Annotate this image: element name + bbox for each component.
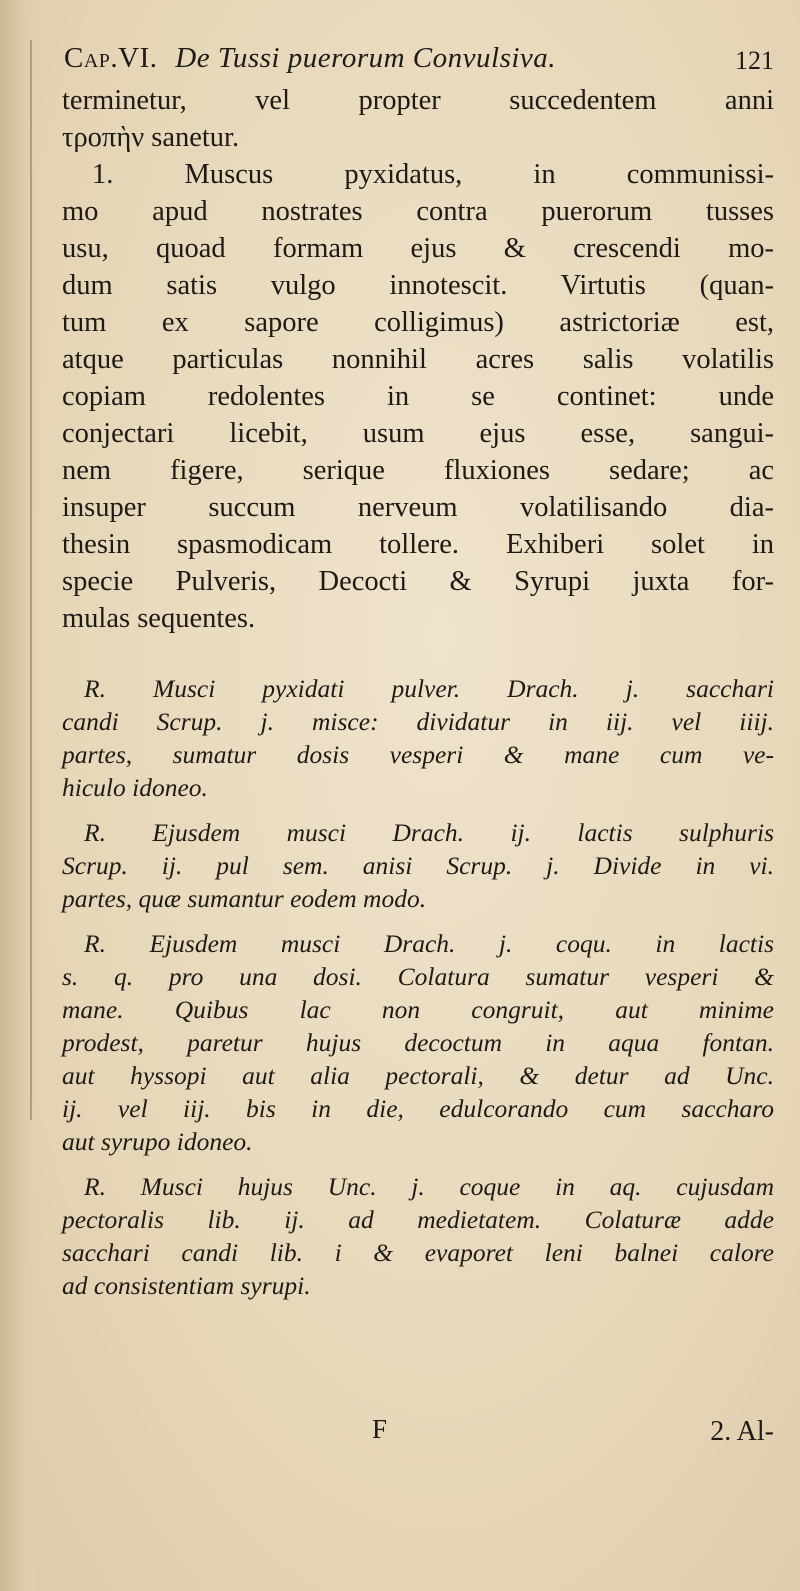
text-line: 1. Muscus pyxidatus, in communissi- <box>92 159 774 190</box>
gutter-edge <box>30 40 32 1120</box>
running-head-chapter: Cap.VI. <box>64 42 158 74</box>
text-line: atque particulas nonnihil acres salis volatilis <box>62 344 774 375</box>
recipe-line: sacchari candi lib. i & evaporet leni balnei calore <box>62 1238 774 1267</box>
recipe-line: aut hyssopi aut alia pectorali, & detur ad Unc. <box>62 1061 774 1090</box>
page-footer <box>62 1414 774 1454</box>
text-line: conjectari licebit, usum ejus esse, sangui- <box>62 418 774 449</box>
recipe-line: mane. Quibus lac non congruit, aut minime <box>62 995 774 1024</box>
recipe-line: hiculo idoneo. <box>62 773 208 802</box>
text-line: mo apud nostrates contra puerorum tusses <box>62 196 774 227</box>
recipe-1 <box>62 672 774 804</box>
text-line: mulas sequentes. <box>62 603 256 634</box>
recipe-line: partes, quæ sumantur eodem modo. <box>62 884 427 913</box>
recipe-3 <box>62 927 774 1158</box>
text-line: tum ex sapore colligimus) astrictoriæ est, <box>62 307 774 338</box>
gutter-shadow <box>0 0 40 1591</box>
text-line: copiam redolentes in se continet: unde <box>62 381 774 412</box>
running-head <box>64 42 556 75</box>
recipe-line: prodest, paretur hujus decoctum in aqua fontan. <box>62 1028 774 1057</box>
recipe-line: candi Scrup. j. misce: dividatur in iij. vel iiij. <box>62 707 774 736</box>
body-paragraphs <box>62 82 774 637</box>
text-line: insuper succum nerveum volatilisando dia- <box>62 492 774 523</box>
recipe-line: pectoralis lib. ij. ad medietatem. Colaturæ adde <box>62 1205 774 1234</box>
text-line: thesin spasmodicam tollere. Exhiberi solet in <box>62 529 774 560</box>
recipe-list <box>62 672 774 1314</box>
recipe-line: R. Musci pyxidati pulver. Drach. j. sacchari <box>84 674 774 703</box>
text-line: specie Pulveris, Decocti & Syrupi juxta for- <box>62 566 774 597</box>
text-line: terminetur, vel propter succedentem anni <box>62 85 774 116</box>
catchword: 2. Al- <box>710 1416 774 1447</box>
recipe-line: aut syrupo idoneo. <box>62 1127 253 1156</box>
page-header <box>64 42 774 82</box>
recipe-line: Scrup. ij. pul sem. anisi Scrup. j. Divide in vi. <box>62 851 774 880</box>
running-head-title: De Tussi puerorum Convulsiva. <box>175 42 557 74</box>
recipe-line: ad consistentiam syrupi. <box>62 1271 311 1300</box>
recipe-line: s. q. pro una dosi. Colatura sumatur vesperi & <box>62 962 774 991</box>
recipe-line: ij. vel iij. bis in die, edulcorando cum saccharo <box>62 1094 774 1123</box>
page-number: 121 <box>735 46 774 75</box>
text-line: nem figere, serique fluxiones sedare; ac <box>62 455 774 486</box>
recipe-2 <box>62 816 774 915</box>
recipe-line: R. Ejusdem musci Drach. j. coqu. in lactis <box>84 929 774 958</box>
recipe-4 <box>62 1170 774 1302</box>
text-line: dum satis vulgo innotescit. Virtutis (quan- <box>62 270 774 301</box>
recipe-line: partes, sumatur dosis vesperi & mane cum ve- <box>62 740 774 769</box>
recipe-line: R. Ejusdem musci Drach. ij. lactis sulphuris <box>84 818 774 847</box>
text-line: τροπὴν sanetur. <box>62 122 240 153</box>
text-line: usu, quoad formam ejus & crescendi mo- <box>62 233 774 264</box>
recipe-line: R. Musci hujus Unc. j. coque in aq. cujusdam <box>84 1172 774 1201</box>
signature-mark: F <box>372 1414 388 1444</box>
